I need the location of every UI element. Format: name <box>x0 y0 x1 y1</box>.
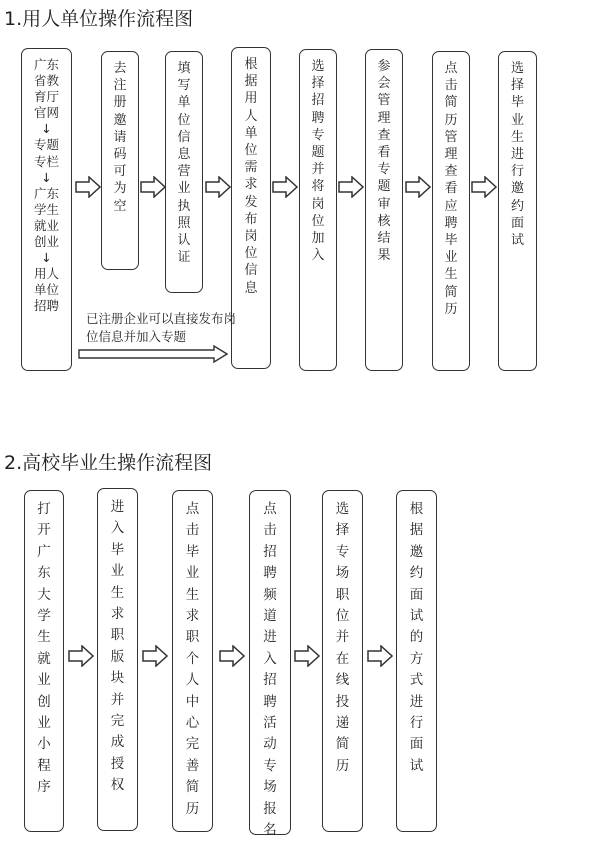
right-arrow-icon <box>75 176 101 198</box>
employer-step-4-text: 根 据 用 人 单 位 需 求 发 布 岗 位 信 息 <box>244 57 258 296</box>
graduate-step-5 <box>322 490 363 832</box>
employer-step-6 <box>365 49 403 371</box>
graduate-step-1-text: 打 开 广 东 大 学 生 就 业 创 业 小 程 序 <box>37 501 51 796</box>
employer-step-3 <box>165 51 203 293</box>
section-title-employer: 1.用人单位操作流程图 <box>4 8 194 30</box>
right-arrow-icon <box>142 645 168 667</box>
employer-step-1 <box>21 48 72 371</box>
right-arrow-icon <box>294 645 320 667</box>
graduate-step-3-text: 点 击 毕 业 生 求 职 个 人 中 心 完 善 简 历 <box>185 501 200 817</box>
employer-step-7-text: 点 击 简 历 管 理 查 看 应 聘 毕 业 生 简 历 <box>444 61 458 317</box>
employer-step-4 <box>231 47 271 369</box>
employer-step-6-text: 参 会 管 理 查 看 专 题 审 核 结 果 <box>377 59 391 264</box>
graduate-step-2-text: 进 入 毕 业 生 求 职 版 块 并 完 成 授 权 <box>110 499 125 794</box>
employer-step-2 <box>101 51 139 270</box>
graduate-step-6-text: 根 据 邀 约 面 试 的 方 式 进 行 面 试 <box>409 501 424 774</box>
graduate-step-6 <box>396 490 437 832</box>
right-arrow-icon <box>205 176 231 198</box>
employer-step-1-text: 广东 省教 育厅 官网 ↓ 专题 专栏 ↓ 广东 学生 就业 创业 ↓ 用人 单位 招聘 <box>33 57 59 314</box>
employer-step-2-text: 去 注 册 邀 请 码 可 为 空 <box>113 61 127 214</box>
graduate-step-3 <box>172 490 213 832</box>
graduate-step-1 <box>24 490 64 832</box>
graduate-step-4 <box>249 490 291 839</box>
long-right-arrow-icon <box>78 344 228 364</box>
employer-step-8-text: 选 择 毕 业 生 进 行 邀 约 面 试 <box>510 61 524 249</box>
employer-step-3-text: 填 写 单 位 信 息 营 业 执 照 认 证 <box>177 61 191 266</box>
right-arrow-icon <box>68 645 94 667</box>
employer-step-5 <box>299 49 337 371</box>
right-arrow-icon <box>405 176 431 198</box>
right-arrow-icon <box>219 645 245 667</box>
employer-step-7 <box>432 51 470 371</box>
employer-step-5-text: 选 择 招 聘 专 题 并 将 岗 位 加 入 <box>311 59 325 264</box>
graduate-step-4-text: 点 击 招 聘 频 道 进 入 招 聘 活 动 专 场 报 名 <box>263 501 277 839</box>
graduate-step-2 <box>97 488 138 831</box>
employer-step-8 <box>498 51 537 371</box>
section-title-graduate: 2.高校毕业生操作流程图 <box>4 452 213 474</box>
right-arrow-icon <box>140 176 166 198</box>
registered-company-note: 已注册企业可以直接发布岗位信息并加入专题 <box>86 311 237 344</box>
right-arrow-icon <box>367 645 393 667</box>
right-arrow-icon <box>471 176 497 198</box>
right-arrow-icon <box>272 176 298 198</box>
right-arrow-icon <box>338 176 364 198</box>
graduate-step-5-text: 选 择 专 场 职 位 并 在 线 投 递 简 历 <box>335 501 350 774</box>
